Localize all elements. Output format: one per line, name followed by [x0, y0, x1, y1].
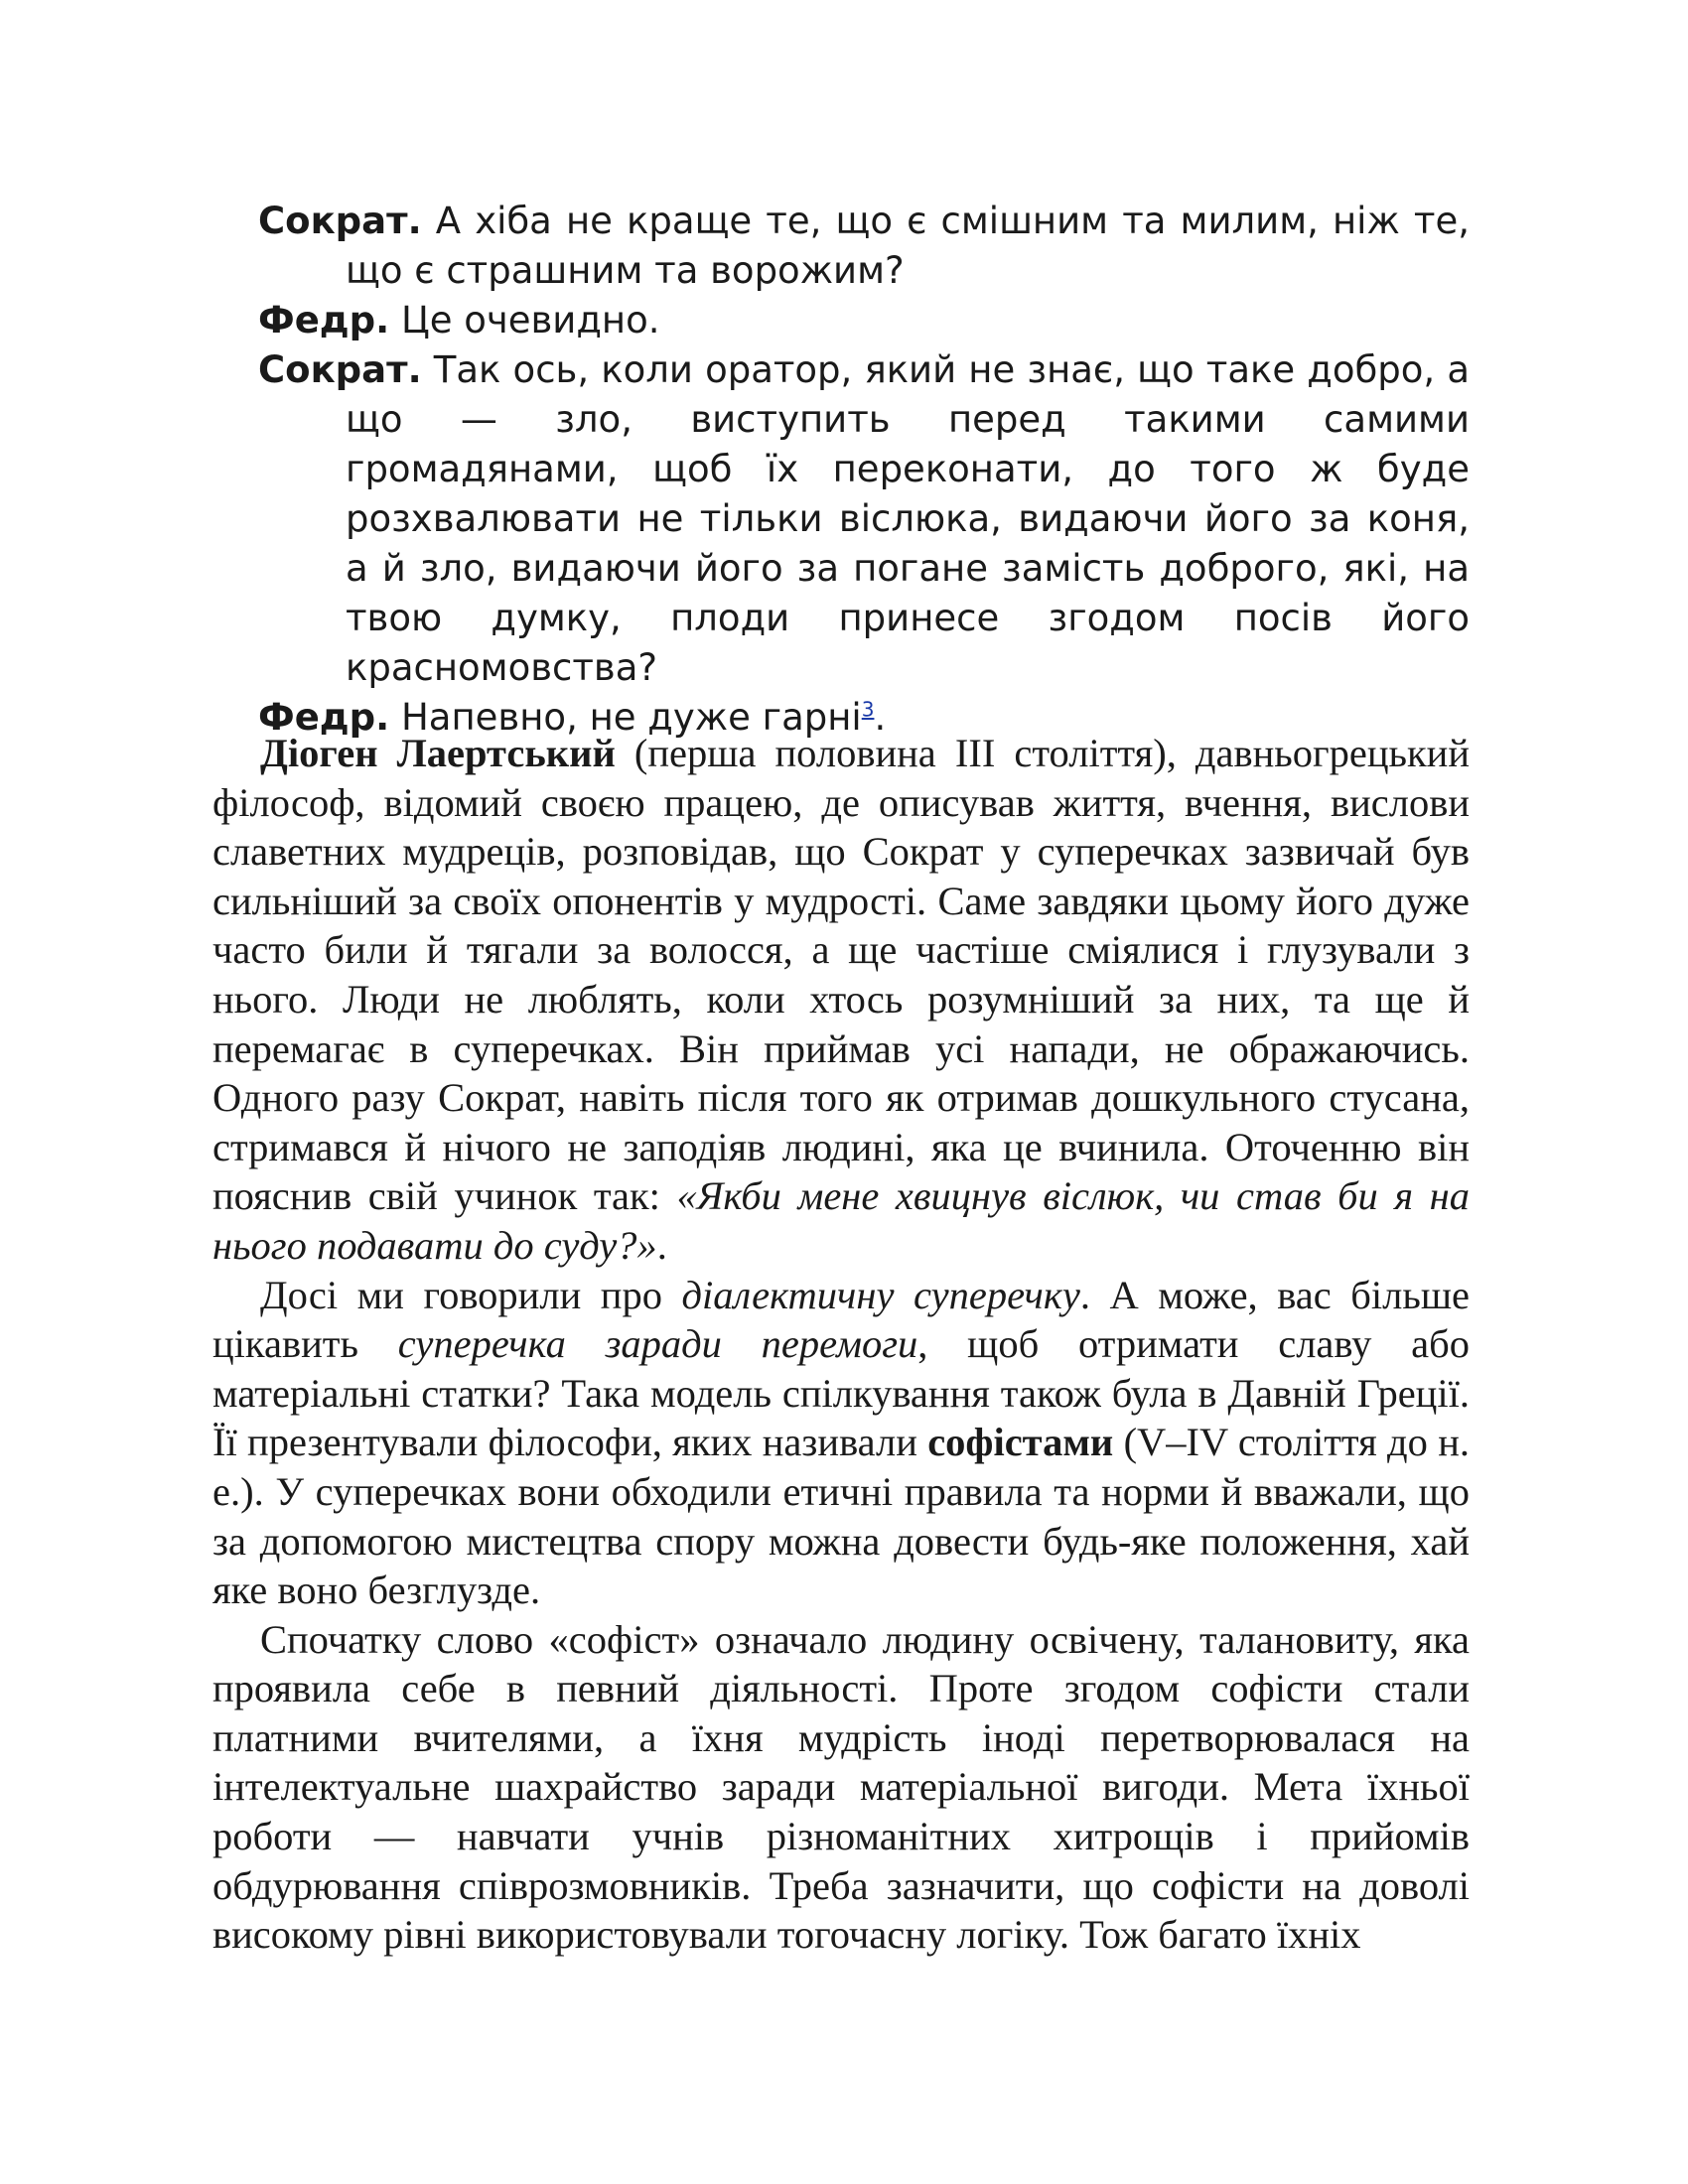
speaker-name: Федр.: [258, 696, 390, 739]
term-sophists: софістами: [927, 1420, 1114, 1465]
paragraph-tail: .: [656, 1222, 667, 1268]
dialogue-line: [258, 197, 1470, 296]
footnote-link[interactable]: 3: [861, 697, 875, 722]
paragraph-text: Досі ми говорили про: [260, 1272, 682, 1317]
speaker-name: Сократ.: [258, 348, 422, 391]
term-diogenes: Діоген Лаертський: [260, 731, 616, 775]
dialogue-tail: .: [874, 696, 887, 739]
paragraph-text: . А може, вас більше цікавить: [212, 1272, 1470, 1367]
paragraph-text: Спочатку слово «софіст» означало людину освічену, талановиту, яка проявила себе в певний діяльності. Проте згодом софісти стали платними вчителями, а їхня мудрість іноді перетворювалася на інтелектуальне шахрайство заради матеріальної вигоди. Мета їхньої роботи — навчати учнів різноманітних хитрощів і прийомів обдурювання співрозмовників. Треба зазначити, що софісти на доволі високому рівні використовували тогочасну логіку. Тож багато їхніх: [212, 1616, 1470, 1958]
speaker-name: Федр.: [258, 299, 390, 341]
paragraph-sophist-word: [212, 1615, 1470, 1960]
quote-socrates: «Якби мене хвицнув віслюк, чи став би я на нього подавати до суду?»: [212, 1173, 1471, 1268]
dialogue-text: Напевно, не дуже гарні: [389, 696, 862, 739]
term-dialectical-dispute: діалектичну суперечку: [681, 1272, 1080, 1317]
term-dispute-for-victory: суперечка заради перемоги: [397, 1321, 918, 1367]
dialogue-text: Це очевидно.: [389, 299, 660, 341]
dialogue-block: [258, 197, 1470, 743]
paragraph-text: , щоб отримати славу або матеріальні статки? Така модель спілкування також була в Давній Греції. Її презентували філософи, яких називали: [212, 1321, 1470, 1465]
paragraph-text: (V–IV століття до н. е.). У суперечках вони обходили етичні правила та норми й вважали, що за допомогою мистецтва спору можна довести будь-яке положення, хай яке воно безглузде.: [212, 1420, 1470, 1613]
dialogue-text: Так ось, коли оратор, який не знає, що таке добро, а що — зло, виступить перед такими самими громадянами, щоб їх переконати, до того ж буде розхвалювати не тільки віслюка, видаючи його за коня, а й зло, видаючи його за погане замість доброго, які, на твою думку, плоди принесе згодом посів його красномовства?: [346, 348, 1470, 689]
speaker-name: Сократ.: [258, 200, 422, 242]
dialogue-line: [258, 296, 1470, 345]
paragraph-text: (перша половина ІІІ століття), давньогрецький філософ, відомий своєю працею, де описував життя, вчення, вислови славетних мудреців, розповідав, що Сократ у суперечках зазвичай був сильніший за своїх опонентів у мудрості. Саме завдяки цьому його дуже часто били й тягали за волосся, а ще частіше сміялися і глузували з нього. Люди не люблять, коли хтось розумніший за них, та ще й перемагає в суперечках. Він приймав усі напади, не ображаючись. Одного разу Сократ, навіть після того як отримав дошкульного стусана, стримався й нічого не заподіяв людині, яка це вчинила. Оточенню він пояснив свій учинок так:: [212, 731, 1470, 1219]
paragraph-sophists: [212, 1271, 1470, 1615]
dialogue-line: [258, 345, 1470, 693]
dialogue-text: А хіба не краще те, що є смішним та милим, ніж те, що є страшним та ворожим?: [346, 200, 1470, 292]
paragraph-diogenes: [212, 729, 1470, 1271]
body-text: [212, 729, 1470, 1960]
